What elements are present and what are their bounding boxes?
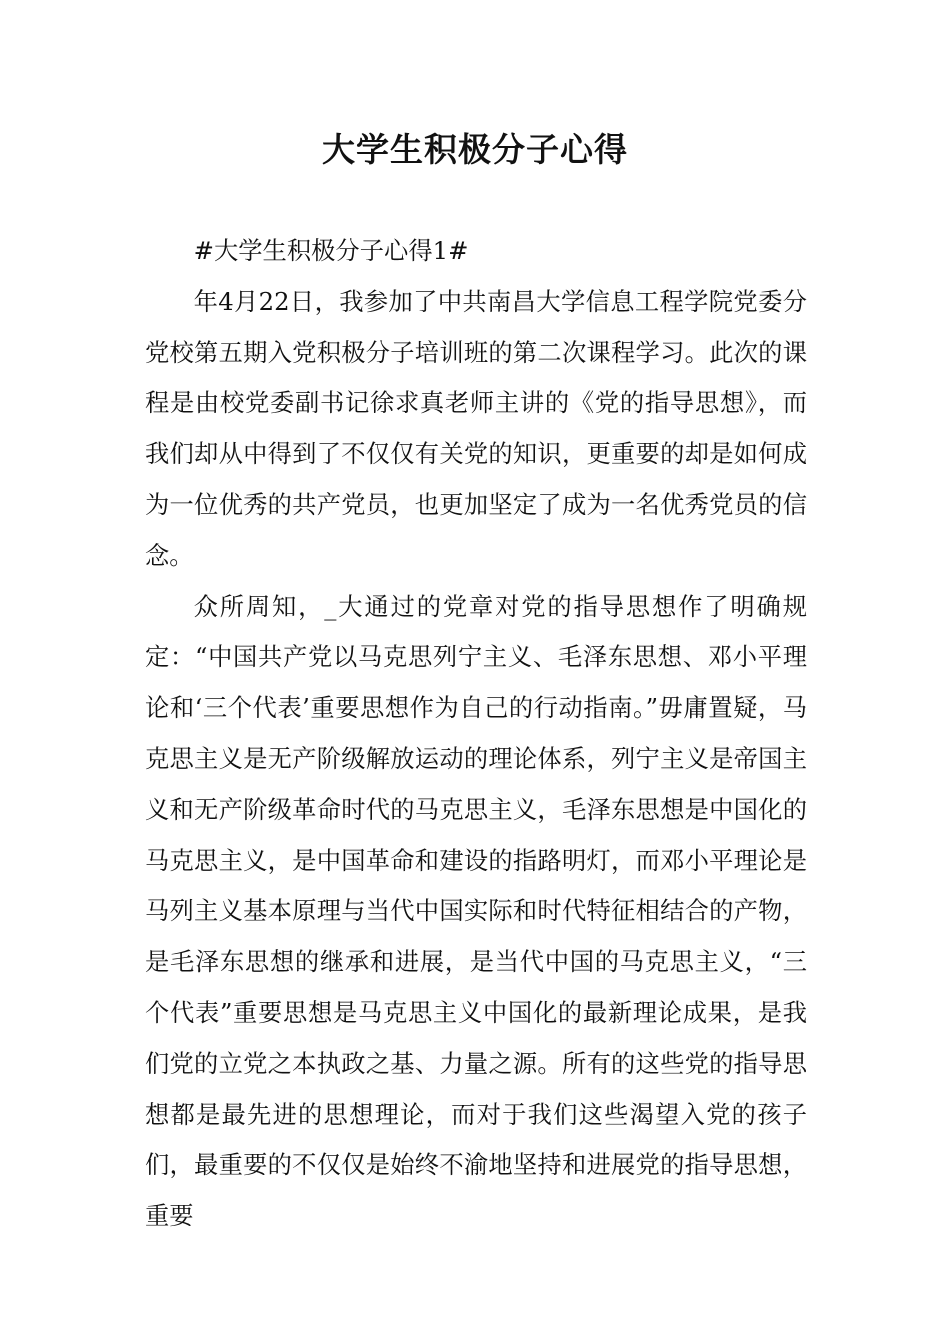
paragraph-1: 年4月22日，我参加了中共南昌大学信息工程学院党委分党校第五期入党积极分子培训班的第二次课程学习。此次的课程是由校党委副书记徐求真老师主讲的《党的指导思想》，而我们却从中得到了不仅仅有关党的知识，更重要的却是如何成为一位优秀的共产党员，也更加坚定了成为一名优秀党员的信念。 (145, 286, 807, 570)
document-body (145, 226, 807, 1242)
paragraph-2: 众所周知，_大通过的党章对党的指导思想作了明确规定：“中国共产党以马克思列宁主义、毛泽东思想、邓小平理论和‘三个代表’重要思想作为自己的行动指南。”毋庸置疑，马克思主义是无产阶级解放运动的理论体系，列宁主义是帝国主义和无产阶级革命时代的马克思主义，毛泽东思想是中国化的马克思主义，是中国革命和建设的指路明灯，而邓小平理论是马列主义基本原理与当代中国实际和时代特征相结合的产物，是毛泽东思想的继承和进展，是当代中国的马克思主义，“三个代表”重要思想是马克思主义中国化的最新理论成果，是我们党的立党之本执政之基、力量之源。所有的这些党的指导思想都是最先进的思想理论，而对于我们这些渴望入党的孩子们，最重要的不仅仅是始终不渝地坚持和进展党的指导思想，重要 (145, 591, 807, 1231)
section-heading: #大学生积极分子心得1# (193, 236, 469, 265)
document-title: 大学生积极分子心得 (322, 130, 628, 169)
